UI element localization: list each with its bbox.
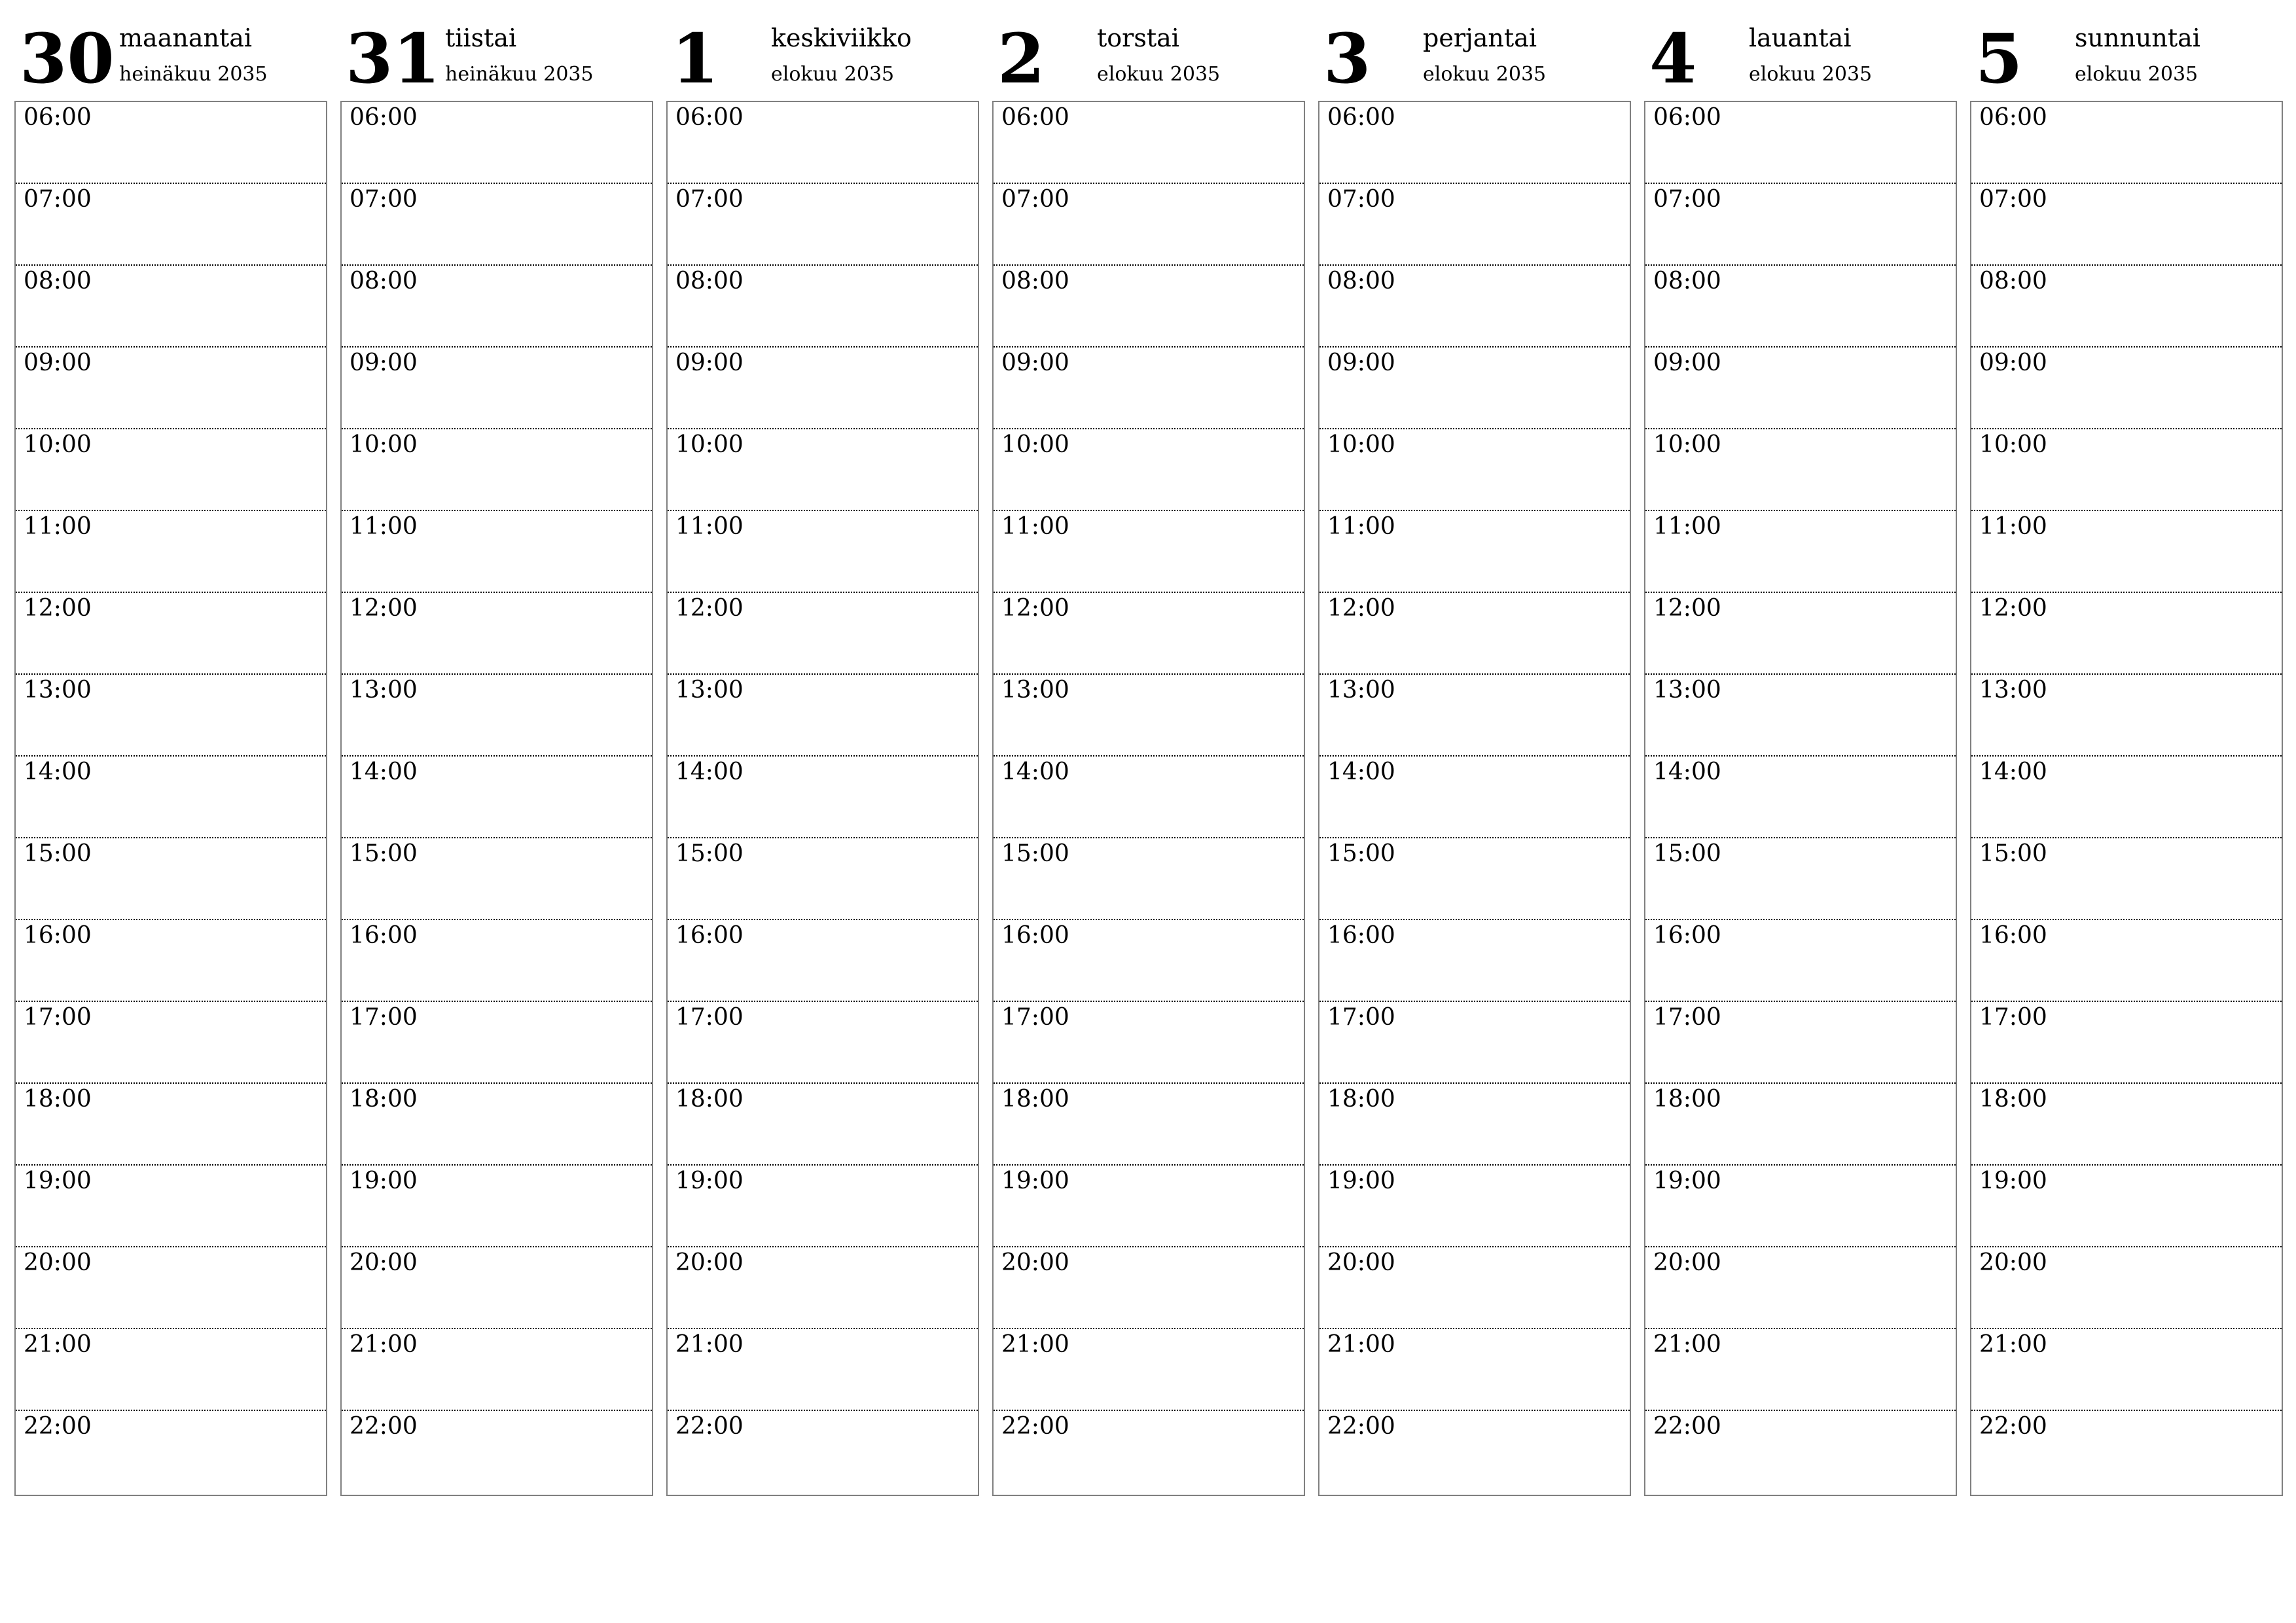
hour-label: 14:00	[1327, 758, 1395, 785]
hour-label: 11:00	[1327, 513, 1395, 540]
hour-label: 14:00	[1653, 758, 1721, 785]
hour-slot[interactable]	[1645, 348, 1956, 429]
hour-slot[interactable]	[1645, 1247, 1956, 1329]
hour-label: 08:00	[675, 268, 744, 294]
hour-slot[interactable]	[994, 593, 1304, 675]
hour-slot[interactable]	[1319, 348, 1630, 429]
hour-label: 06:00	[350, 104, 418, 131]
hour-label: 21:00	[1653, 1331, 1721, 1358]
hour-label: 22:00	[1979, 1413, 2047, 1440]
hour-label: 20:00	[1653, 1249, 1721, 1276]
day-schedule-box	[1644, 101, 1957, 1496]
hour-slot[interactable]	[994, 511, 1304, 593]
hour-slot[interactable]	[1645, 1411, 1956, 1493]
hour-label: 16:00	[1653, 922, 1721, 949]
hour-label: 11:00	[1001, 513, 1069, 540]
hour-label: 13:00	[1327, 677, 1395, 704]
hour-label: 14:00	[350, 758, 418, 785]
hour-label: 16:00	[350, 922, 418, 949]
hour-label: 06:00	[675, 104, 744, 131]
hour-label: 11:00	[1653, 513, 1721, 540]
hour-slot[interactable]	[1319, 429, 1630, 511]
hour-label: 07:00	[1653, 186, 1721, 213]
hour-label: 16:00	[675, 922, 744, 949]
hour-label: 12:00	[1653, 595, 1721, 622]
hour-slot[interactable]	[668, 511, 978, 593]
hour-slot[interactable]	[1971, 675, 2282, 757]
hour-slot[interactable]	[1971, 1411, 2282, 1493]
hour-label: 21:00	[350, 1331, 418, 1358]
weekday-name: tiistai	[445, 24, 517, 52]
hour-label: 10:00	[24, 431, 92, 458]
hour-label: 19:00	[1979, 1168, 2047, 1194]
hour-label: 15:00	[1327, 840, 1395, 867]
hour-slot[interactable]	[994, 102, 1304, 184]
hour-slot[interactable]	[1971, 920, 2282, 1002]
hour-label: 09:00	[1327, 349, 1395, 376]
hour-slot[interactable]	[16, 1329, 326, 1411]
hour-slot[interactable]	[1971, 266, 2282, 348]
hour-slot[interactable]	[16, 1411, 326, 1493]
hour-label: 21:00	[24, 1331, 92, 1358]
hour-slot[interactable]	[668, 920, 978, 1002]
hour-label: 14:00	[24, 758, 92, 785]
hour-label: 17:00	[1653, 1004, 1721, 1031]
hour-slot[interactable]	[16, 838, 326, 920]
month-year: heinäkuu 2035	[119, 63, 268, 86]
hour-label: 09:00	[24, 349, 92, 376]
day-number: 1	[672, 18, 719, 99]
hour-slot[interactable]	[16, 675, 326, 757]
hour-slot[interactable]	[668, 1002, 978, 1084]
hour-slot[interactable]	[342, 675, 652, 757]
hour-label: 13:00	[1001, 677, 1069, 704]
hour-slot[interactable]	[994, 1329, 1304, 1411]
hour-label: 22:00	[1653, 1413, 1721, 1440]
hour-label: 10:00	[1653, 431, 1721, 458]
hour-label: 15:00	[1001, 840, 1069, 867]
hour-slot[interactable]	[1319, 1329, 1630, 1411]
hour-label: 20:00	[24, 1249, 92, 1276]
hour-label: 18:00	[1327, 1086, 1395, 1113]
weekday-name: torstai	[1097, 24, 1179, 52]
hour-slot[interactable]	[16, 348, 326, 429]
hour-label: 21:00	[1327, 1331, 1395, 1358]
hour-label: 19:00	[350, 1168, 418, 1194]
hour-slot[interactable]	[1971, 348, 2282, 429]
hour-slot[interactable]	[1971, 102, 2282, 184]
hour-slot[interactable]	[342, 1247, 652, 1329]
hour-slot[interactable]	[668, 429, 978, 511]
day-number: 31	[346, 18, 440, 99]
hour-slot[interactable]	[1319, 184, 1630, 266]
hour-label: 10:00	[1001, 431, 1069, 458]
hour-slot[interactable]	[668, 1329, 978, 1411]
hour-slot[interactable]	[668, 838, 978, 920]
hour-label: 21:00	[675, 1331, 744, 1358]
hour-label: 11:00	[350, 513, 418, 540]
hour-slot[interactable]	[16, 1166, 326, 1247]
hour-slot[interactable]	[16, 920, 326, 1002]
hour-label: 10:00	[350, 431, 418, 458]
hour-label: 09:00	[350, 349, 418, 376]
hour-slot[interactable]	[994, 920, 1304, 1002]
hour-label: 17:00	[675, 1004, 744, 1031]
hour-slot[interactable]	[16, 593, 326, 675]
hour-slot[interactable]	[1971, 838, 2282, 920]
hour-slot[interactable]	[1645, 1084, 1956, 1166]
hour-label: 18:00	[24, 1086, 92, 1113]
hour-label: 17:00	[1001, 1004, 1069, 1031]
hour-slot[interactable]	[668, 1166, 978, 1247]
hour-slot[interactable]	[16, 429, 326, 511]
hour-label: 14:00	[1979, 758, 2047, 785]
hour-slot[interactable]	[1971, 1002, 2282, 1084]
hour-label: 17:00	[1327, 1004, 1395, 1031]
hour-slot[interactable]	[16, 1002, 326, 1084]
hour-label: 15:00	[1979, 840, 2047, 867]
day-header	[666, 13, 979, 99]
hour-slot[interactable]	[342, 348, 652, 429]
hour-label: 08:00	[1327, 268, 1395, 294]
hour-slot[interactable]	[1645, 1329, 1956, 1411]
hour-label: 15:00	[350, 840, 418, 867]
hour-label: 11:00	[24, 513, 92, 540]
hour-label: 18:00	[350, 1086, 418, 1113]
hour-slot[interactable]	[16, 1084, 326, 1166]
hour-slot[interactable]	[1319, 1247, 1630, 1329]
hour-slot[interactable]	[1645, 1166, 1956, 1247]
hour-label: 06:00	[1001, 104, 1069, 131]
hour-slot[interactable]	[1971, 593, 2282, 675]
hour-label: 14:00	[1001, 758, 1069, 785]
hour-slot[interactable]	[994, 757, 1304, 838]
day-number: 30	[20, 18, 115, 99]
hour-slot[interactable]	[342, 266, 652, 348]
hour-label: 10:00	[675, 431, 744, 458]
hour-slot[interactable]	[16, 102, 326, 184]
hour-label: 06:00	[1653, 104, 1721, 131]
month-year: elokuu 2035	[1423, 63, 1547, 86]
day-header	[1644, 13, 1957, 99]
hour-slot[interactable]	[1319, 511, 1630, 593]
day-header	[14, 13, 327, 99]
hour-slot[interactable]	[1319, 1166, 1630, 1247]
hour-slot[interactable]	[1319, 1411, 1630, 1493]
hour-label: 19:00	[675, 1168, 744, 1194]
hour-label: 18:00	[675, 1086, 744, 1113]
hour-label: 18:00	[1653, 1086, 1721, 1113]
hour-slot[interactable]	[16, 1247, 326, 1329]
hour-slot[interactable]	[1645, 184, 1956, 266]
hour-label: 12:00	[1979, 595, 2047, 622]
hour-label: 12:00	[350, 595, 418, 622]
hour-slot[interactable]	[1971, 1329, 2282, 1411]
hour-slot[interactable]	[342, 920, 652, 1002]
hour-slot[interactable]	[1645, 429, 1956, 511]
hour-slot[interactable]	[16, 757, 326, 838]
hour-label: 17:00	[350, 1004, 418, 1031]
hour-slot[interactable]	[1319, 1002, 1630, 1084]
hour-label: 20:00	[675, 1249, 744, 1276]
hour-label: 13:00	[675, 677, 744, 704]
hour-slot[interactable]	[342, 1411, 652, 1493]
hour-label: 16:00	[1001, 922, 1069, 949]
hour-label: 17:00	[1979, 1004, 2047, 1031]
hour-label: 07:00	[1327, 186, 1395, 213]
hour-label: 20:00	[350, 1249, 418, 1276]
hour-label: 13:00	[1979, 677, 2047, 704]
hour-slot[interactable]	[16, 266, 326, 348]
hour-slot[interactable]	[668, 184, 978, 266]
weekday-name: maanantai	[119, 24, 253, 52]
hour-label: 12:00	[1001, 595, 1069, 622]
day-schedule-box	[1318, 101, 1631, 1496]
hour-slot[interactable]	[668, 757, 978, 838]
hour-label: 12:00	[675, 595, 744, 622]
hour-label: 06:00	[24, 104, 92, 131]
hour-label: 19:00	[1001, 1168, 1069, 1194]
hour-label: 11:00	[1979, 513, 2047, 540]
hour-label: 07:00	[1001, 186, 1069, 213]
hour-slot[interactable]	[1319, 675, 1630, 757]
hour-slot[interactable]	[1319, 102, 1630, 184]
hour-slot[interactable]	[342, 511, 652, 593]
hour-slot[interactable]	[342, 838, 652, 920]
day-schedule-box	[14, 101, 327, 1496]
hour-slot[interactable]	[668, 1247, 978, 1329]
hour-label: 22:00	[24, 1413, 92, 1440]
hour-label: 09:00	[1653, 349, 1721, 376]
hour-label: 20:00	[1001, 1249, 1069, 1276]
hour-slot[interactable]	[342, 757, 652, 838]
hour-slot[interactable]	[1645, 1002, 1956, 1084]
hour-slot[interactable]	[342, 184, 652, 266]
hour-slot[interactable]	[994, 1411, 1304, 1493]
hour-label: 20:00	[1327, 1249, 1395, 1276]
weekday-name: keskiviikko	[771, 24, 912, 52]
day-number: 2	[997, 18, 1045, 99]
month-year: elokuu 2035	[771, 63, 895, 86]
hour-label: 08:00	[350, 268, 418, 294]
hour-slot[interactable]	[1971, 1084, 2282, 1166]
hour-slot[interactable]	[668, 348, 978, 429]
hour-slot[interactable]	[1971, 757, 2282, 838]
hour-label: 21:00	[1979, 1331, 2047, 1358]
hour-label: 10:00	[1979, 431, 2047, 458]
hour-label: 09:00	[675, 349, 744, 376]
day-schedule-box	[666, 101, 979, 1496]
hour-slot[interactable]	[1645, 593, 1956, 675]
hour-label: 15:00	[675, 840, 744, 867]
hour-label: 13:00	[350, 677, 418, 704]
day-number: 4	[1649, 18, 1697, 99]
weekday-name: lauantai	[1749, 24, 1852, 52]
hour-slot[interactable]	[668, 675, 978, 757]
month-year: elokuu 2035	[1749, 63, 1873, 86]
hour-slot[interactable]	[1319, 757, 1630, 838]
hour-slot[interactable]	[16, 184, 326, 266]
hour-label: 12:00	[1327, 595, 1395, 622]
hour-label: 21:00	[1001, 1331, 1069, 1358]
hour-label: 11:00	[675, 513, 744, 540]
hour-slot[interactable]	[1319, 1084, 1630, 1166]
hour-slot[interactable]	[1319, 838, 1630, 920]
hour-label: 09:00	[1979, 349, 2047, 376]
hour-slot[interactable]	[668, 266, 978, 348]
hour-slot[interactable]	[994, 266, 1304, 348]
day-schedule-box	[340, 101, 653, 1496]
hour-slot[interactable]	[1645, 838, 1956, 920]
hour-slot[interactable]	[994, 1084, 1304, 1166]
hour-slot[interactable]	[1645, 266, 1956, 348]
day-header	[992, 13, 1305, 99]
hour-label: 16:00	[24, 922, 92, 949]
hour-label: 07:00	[1979, 186, 2047, 213]
hour-label: 10:00	[1327, 431, 1395, 458]
hour-label: 15:00	[24, 840, 92, 867]
weekday-name: sunnuntai	[2075, 24, 2200, 52]
hour-label: 08:00	[1979, 268, 2047, 294]
day-schedule-box	[1970, 101, 2283, 1496]
hour-label: 07:00	[675, 186, 744, 213]
hour-slot[interactable]	[668, 1411, 978, 1493]
hour-label: 07:00	[24, 186, 92, 213]
hour-slot[interactable]	[994, 1247, 1304, 1329]
hour-slot[interactable]	[1645, 675, 1956, 757]
hour-slot[interactable]	[668, 1084, 978, 1166]
hour-slot[interactable]	[1971, 1166, 2282, 1247]
hour-label: 17:00	[24, 1004, 92, 1031]
hour-label: 16:00	[1327, 922, 1395, 949]
hour-slot[interactable]	[1645, 511, 1956, 593]
hour-slot[interactable]	[1319, 593, 1630, 675]
day-number: 5	[1975, 18, 2023, 99]
hour-label: 19:00	[1653, 1168, 1721, 1194]
hour-slot[interactable]	[342, 1084, 652, 1166]
hour-slot[interactable]	[342, 593, 652, 675]
hour-label: 15:00	[1653, 840, 1721, 867]
hour-slot[interactable]	[1319, 266, 1630, 348]
month-year: elokuu 2035	[1097, 63, 1221, 86]
hour-label: 19:00	[24, 1168, 92, 1194]
hour-slot[interactable]	[342, 1329, 652, 1411]
hour-slot[interactable]	[994, 675, 1304, 757]
weekday-name: perjantai	[1423, 24, 1537, 52]
hour-label: 19:00	[1327, 1168, 1395, 1194]
hour-slot[interactable]	[342, 1166, 652, 1247]
hour-label: 08:00	[1001, 268, 1069, 294]
hour-slot[interactable]	[342, 1002, 652, 1084]
hour-label: 22:00	[1001, 1413, 1069, 1440]
hour-label: 22:00	[675, 1413, 744, 1440]
hour-slot[interactable]	[1645, 757, 1956, 838]
hour-label: 08:00	[24, 268, 92, 294]
hour-label: 08:00	[1653, 268, 1721, 294]
hour-slot[interactable]	[994, 1002, 1304, 1084]
hour-label: 16:00	[1979, 922, 2047, 949]
hour-label: 06:00	[1979, 104, 2047, 131]
hour-slot[interactable]	[342, 429, 652, 511]
hour-label: 13:00	[24, 677, 92, 704]
hour-label: 22:00	[1327, 1413, 1395, 1440]
hour-slot[interactable]	[1971, 511, 2282, 593]
hour-slot[interactable]	[994, 429, 1304, 511]
hour-slot[interactable]	[994, 838, 1304, 920]
hour-label: 07:00	[350, 186, 418, 213]
day-header	[1970, 13, 2283, 99]
hour-slot[interactable]	[994, 1166, 1304, 1247]
hour-slot[interactable]	[1645, 102, 1956, 184]
hour-slot[interactable]	[1971, 429, 2282, 511]
day-schedule-box	[992, 101, 1305, 1496]
hour-label: 14:00	[675, 758, 744, 785]
hour-slot[interactable]	[16, 511, 326, 593]
hour-slot[interactable]	[342, 102, 652, 184]
day-number: 3	[1323, 18, 1371, 99]
day-header	[1318, 13, 1631, 99]
month-year: elokuu 2035	[2075, 63, 2198, 86]
hour-slot[interactable]	[994, 348, 1304, 429]
hour-label: 20:00	[1979, 1249, 2047, 1276]
hour-slot[interactable]	[1319, 920, 1630, 1002]
hour-slot[interactable]	[668, 102, 978, 184]
day-header	[340, 13, 653, 99]
hour-slot[interactable]	[668, 593, 978, 675]
hour-label: 18:00	[1979, 1086, 2047, 1113]
hour-slot[interactable]	[994, 184, 1304, 266]
hour-label: 18:00	[1001, 1086, 1069, 1113]
hour-slot[interactable]	[1971, 184, 2282, 266]
hour-slot[interactable]	[1645, 920, 1956, 1002]
hour-label: 22:00	[350, 1413, 418, 1440]
hour-slot[interactable]	[1971, 1247, 2282, 1329]
hour-label: 12:00	[24, 595, 92, 622]
hour-label: 06:00	[1327, 104, 1395, 131]
month-year: heinäkuu 2035	[445, 63, 594, 86]
hour-label: 13:00	[1653, 677, 1721, 704]
hour-label: 09:00	[1001, 349, 1069, 376]
